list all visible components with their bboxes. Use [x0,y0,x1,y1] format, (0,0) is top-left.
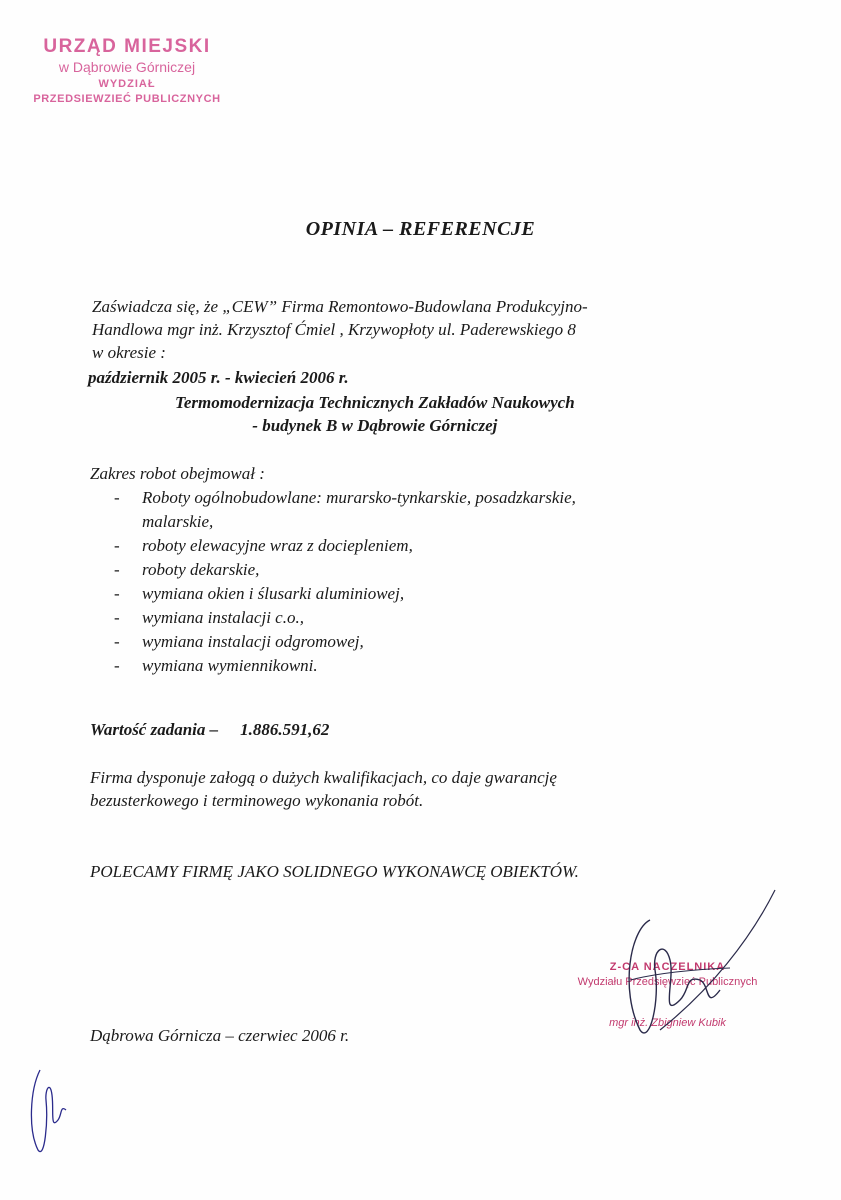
recommendation-text: POLECAMY FIRMĘ JAKO SOLIDNEGO WYKONAWCĘ OBIEKTÓW. [90,862,579,881]
list-item-text: wymiana instalacji odgromowej, [142,632,364,651]
list-item [112,558,576,582]
list-item-text: malarskie, [142,512,214,531]
dash-bullet: - [114,608,120,627]
list-item [112,486,576,510]
handwritten-signature [590,880,790,1050]
task-value-amount: 1.886.591,62 [240,720,330,739]
signature-stamp-department: Wydziału Przedsięwzięć Publicznych [577,976,758,988]
task-value-label: Wartość zadania – [90,720,219,739]
intro-paragraph [92,295,588,364]
project-line: - budynek B w Dąbrowie Górniczej [252,416,498,435]
dash-bullet: - [114,632,120,651]
list-item [112,606,576,630]
dash-bullet: - [114,536,120,555]
list-item [112,582,576,606]
list-item [112,534,576,558]
scope-list [112,486,576,678]
office-stamp [22,36,232,106]
list-item-text: roboty elewacyjne wraz z dociepleniem, [142,536,413,555]
stamp-line-4: PRZEDSIEWZIEĆ PUBLICZNYCH [33,93,221,105]
project-name [175,391,575,437]
list-item [112,654,576,678]
quality-line: Firma dysponuje załogą o dużych kwalifikacjach, co daje gwarancję [90,768,557,787]
task-value [90,718,329,741]
document-title: OPINIA – REFERENCJE [305,218,536,240]
list-item-text: wymiana instalacji c.o., [142,608,304,627]
list-item [112,510,576,534]
intro-line: Handlowa mgr inż. Krzysztof Ćmiel , Krzywopłoty ul. Paderewskiego 8 [92,320,576,339]
dash-bullet: - [114,560,120,579]
dash-bullet: - [114,656,120,675]
place-date: Dąbrowa Górnicza – czerwiec 2006 r. [90,1026,350,1045]
quality-paragraph [90,766,557,812]
list-item-text: wymiana wymiennikowni. [142,656,318,675]
handwritten-initials [20,1060,80,1160]
dash-bullet: - [114,584,120,603]
period-text: październik 2005 r. - kwiecień 2006 r. [88,368,349,387]
signature-stamp-title: Z-CA NACZELNIKA [609,961,726,973]
list-item-text: wymiana okien i ślusarki aluminiowej, [142,584,405,603]
intro-line: Zaświadcza się, że „CEW” Firma Remontowo-Budowlana Produkcyjno- [92,297,588,316]
stamp-line-2: w Dąbrowie Górniczej [58,59,196,75]
quality-line: bezusterkowego i terminowego wykonania robót. [90,791,424,810]
intro-line: w okresie : [92,343,166,362]
scope-heading: Zakres robot obejmował : [90,464,265,483]
signature-stamp-name: mgr inż. Zbigniew Kubik [609,1017,726,1029]
list-item-text: Roboty ogólnobudowlane: murarsko-tynkarskie, posadzkarskie, [142,488,576,507]
stamp-line-1: URZĄD MIEJSKI [43,36,211,57]
list-item-text: roboty dekarskie, [142,560,260,579]
list-item [112,630,576,654]
dash-bullet: - [114,488,120,507]
project-line: Termomodernizacja Technicznych Zakładów Naukowych [175,393,575,412]
stamp-line-3: WYDZIAŁ [98,78,156,90]
